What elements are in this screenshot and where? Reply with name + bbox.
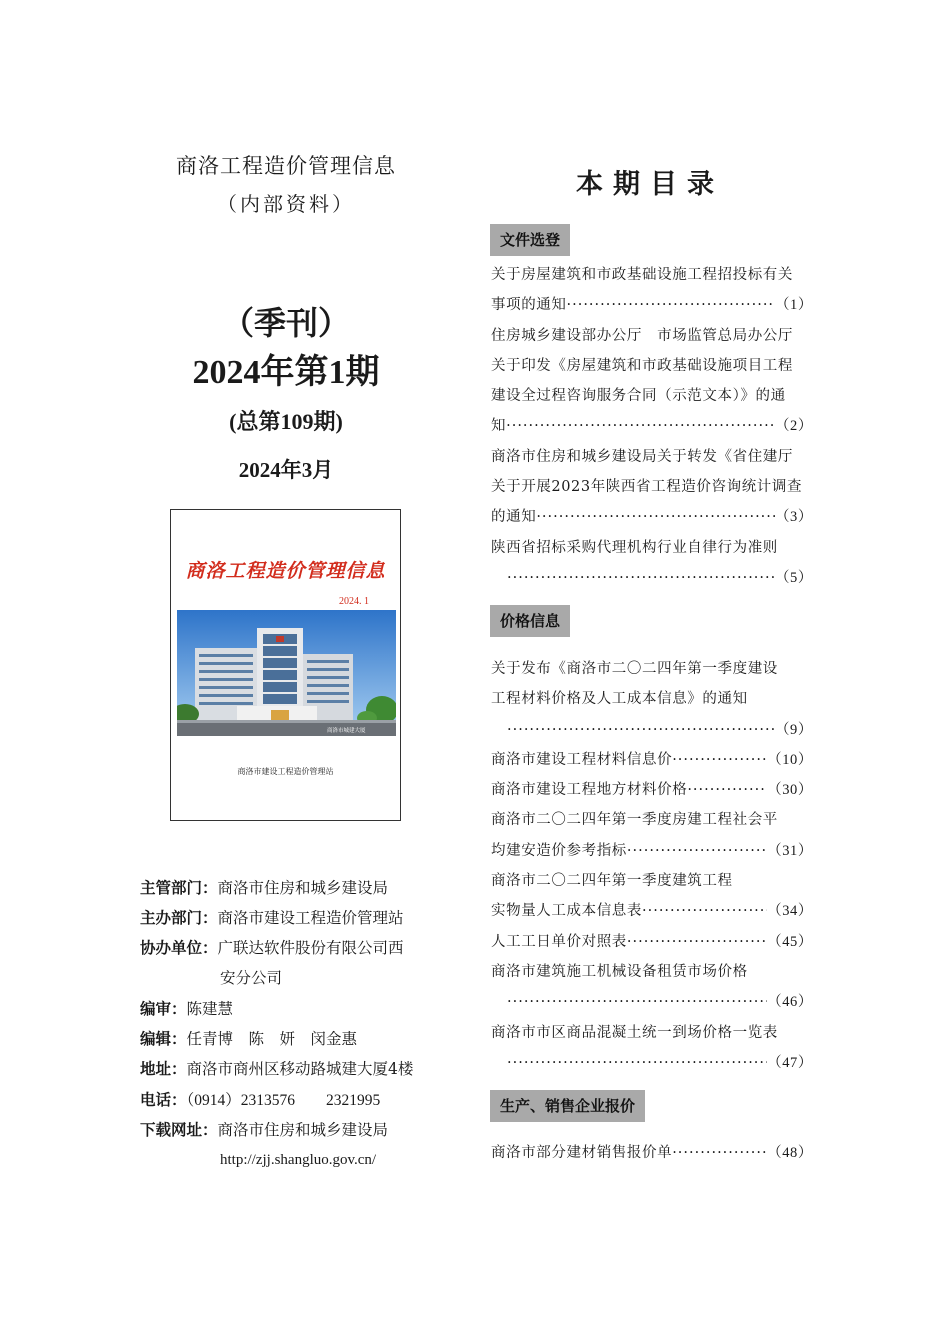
toc-entry-text: 人工工日单价对照表 <box>491 933 627 950</box>
toc-page-number: （47） <box>767 1054 813 1071</box>
toc-line <box>491 351 813 381</box>
issue-number: 2024年第1期 <box>192 354 380 391</box>
download-label: 下载网址： <box>140 1121 218 1139</box>
toc-page-number: （3） <box>774 509 813 526</box>
cover-date: 2024. 1 <box>339 596 369 607</box>
toc-section-quotes <box>491 1138 813 1168</box>
supervisor-row <box>140 876 388 898</box>
cover-thumbnail <box>170 509 401 821</box>
editors-label: 编辑： <box>140 1030 187 1048</box>
toc-entry-text: 实物量人工成本信息表 <box>491 903 642 920</box>
toc-line <box>491 1048 813 1078</box>
toc-leader <box>507 563 775 593</box>
toc-entry-text: 关于开展2023年陕西省工程造价咨询统计调查 <box>491 479 803 496</box>
toc-section-prices <box>491 654 813 1078</box>
toc-line <box>491 684 813 714</box>
toc-line <box>491 775 813 805</box>
toc-entry-text: 关于房屋建筑和市政基础设施工程招投标有关 <box>491 267 793 283</box>
sponsor: 商洛市建设工程造价管理站 <box>217 909 404 927</box>
toc-entry-text: 商洛市住房和城乡建设局关于转发《省住建厅 <box>491 448 793 465</box>
address: 商洛市商州区移动路城建大厦4楼 <box>186 1060 414 1078</box>
toc-line <box>491 654 813 684</box>
toc-page-number: （9） <box>774 721 813 738</box>
toc-entry-text: 商洛市二〇二四年第一季度房建工程社会平 <box>491 812 778 829</box>
reviewer: 陈建慧 <box>186 1000 234 1018</box>
toc-entry-text: 均建安造价参考指标 <box>491 842 627 859</box>
toc-section-documents <box>491 260 813 593</box>
building-photo <box>177 610 396 736</box>
publication-subtitle: （内部资料） <box>217 192 355 216</box>
toc-page-number: （31） <box>767 842 813 859</box>
publication-type: （季刊） <box>221 304 350 342</box>
toc-line <box>491 1138 813 1168</box>
toc-line <box>491 381 813 411</box>
toc-entry-text: 陕西省招标采购代理机构行业自律行为准则 <box>491 539 778 556</box>
toc-line <box>491 866 813 896</box>
toc-line <box>491 533 813 563</box>
toc-entry-text: 商洛市部分建材销售报价单 <box>491 1145 673 1161</box>
toc-line <box>491 715 813 745</box>
building-sign: 商洛市城建大厦 <box>327 728 366 734</box>
toc-entry-text: 工程材料价格及人工成本信息》的通知 <box>491 691 748 708</box>
co-organizer-label: 协办单位： <box>140 939 218 957</box>
download-url[interactable]: http://zjj.shangluo.gov.cn/ <box>220 1152 377 1168</box>
toc-leader <box>642 896 767 926</box>
toc-line <box>491 502 813 532</box>
publication-title: 商洛工程造价管理信息 <box>176 154 396 178</box>
phone-label: 电话： <box>140 1091 187 1109</box>
address-row <box>140 1057 413 1079</box>
toc-line <box>491 411 813 441</box>
sponsor-label: 主办部门： <box>140 909 218 927</box>
toc-leader <box>506 411 775 441</box>
supervisor: 商洛市住房和城乡建设局 <box>217 879 389 897</box>
toc-line <box>491 987 813 1017</box>
section-header-prices: 价格信息 <box>490 605 570 637</box>
total-issue: (总第109期) <box>229 409 343 434</box>
toc-page-number: （2） <box>774 418 813 435</box>
address-label: 地址： <box>140 1060 187 1078</box>
download-site: 商洛市住房和城乡建设局 <box>217 1121 389 1139</box>
download-row <box>140 1118 388 1140</box>
toc-leader <box>672 1138 767 1168</box>
toc-page-number: （46） <box>767 994 813 1011</box>
co-organizer-cont: 安分公司 <box>220 969 283 987</box>
toc-entry-text: 商洛市建设工程材料信息价 <box>491 751 673 768</box>
toc-line <box>491 805 813 835</box>
toc-line <box>491 321 813 351</box>
toc-entry-text: 商洛市市区商品混凝土统一到场价格一览表 <box>491 1024 778 1041</box>
toc-page-number: （48） <box>767 1145 813 1161</box>
toc-page-number: （1） <box>774 297 813 314</box>
toc-entry-text: 关于发布《商洛市二〇二四年第一季度建设 <box>491 661 778 677</box>
toc-entry-text: 的通知 <box>491 509 537 526</box>
supervisor-label: 主管部门： <box>140 879 218 897</box>
toc-title: 本期目录 <box>576 169 724 200</box>
toc-line <box>491 472 813 502</box>
toc-page-number: （5） <box>774 569 813 586</box>
toc-page-number: （10） <box>767 751 813 768</box>
toc-page-number: （34） <box>767 903 813 920</box>
phone-row <box>140 1088 380 1110</box>
toc-line <box>491 290 813 320</box>
toc-line <box>491 836 813 866</box>
toc-leader <box>687 775 767 805</box>
toc-entry-text: 关于印发《房屋建筑和市政基础设施项目工程 <box>491 357 793 374</box>
toc-line <box>491 260 813 290</box>
toc-entry-text: 建设全过程咨询服务合同（示范文本）》的通 <box>491 388 786 405</box>
toc-entry-text: 商洛市建筑施工机械设备租赁市场价格 <box>491 963 748 980</box>
reviewer-row <box>140 997 233 1019</box>
section-header-documents: 文件选登 <box>490 224 570 256</box>
toc-leader <box>672 745 767 775</box>
toc-line <box>491 1018 813 1048</box>
toc-page-number: （30） <box>767 782 813 799</box>
toc-entry-text: 事项的通知 <box>491 297 567 314</box>
issue-date: 2024年3月 <box>238 458 334 482</box>
editors-row <box>140 1027 357 1049</box>
co-organizer: 广联达软件股份有限公司西 <box>217 939 404 957</box>
toc-line <box>491 896 813 926</box>
co-organizer-row <box>140 936 404 958</box>
toc-leader <box>507 987 767 1017</box>
toc-leader <box>627 927 767 957</box>
toc-line <box>491 957 813 987</box>
toc-entry-text: 商洛市二〇二四年第一季度建筑工程 <box>491 873 733 890</box>
editors: 任青博 陈 妍 闵金惠 <box>186 1030 358 1048</box>
sponsor-row <box>140 906 404 928</box>
toc-leader <box>507 715 775 745</box>
cover-title: 商洛工程造价管理信息 <box>185 560 386 582</box>
toc-leader <box>567 290 775 320</box>
toc-leader <box>536 502 775 532</box>
toc-line <box>491 927 813 957</box>
reviewer-label: 编审： <box>140 1000 187 1018</box>
toc-line <box>491 563 813 593</box>
phone: （0914）2313576 2321995 <box>186 1092 381 1109</box>
section-header-quotes: 生产、销售企业报价 <box>490 1090 645 1122</box>
toc-line <box>491 442 813 472</box>
toc-leader <box>507 1048 767 1078</box>
toc-page-number: （45） <box>767 933 813 950</box>
toc-leader <box>627 836 767 866</box>
toc-entry-text: 住房城乡建设部办公厅 市场监管总局办公厅 <box>491 327 793 344</box>
toc-entry-text: 商洛市建设工程地方材料价格 <box>491 782 688 799</box>
cover-org: 商洛市建设工程造价管理站 <box>237 767 334 776</box>
toc-entry-text: 知 <box>491 418 507 435</box>
toc-line <box>491 745 813 775</box>
